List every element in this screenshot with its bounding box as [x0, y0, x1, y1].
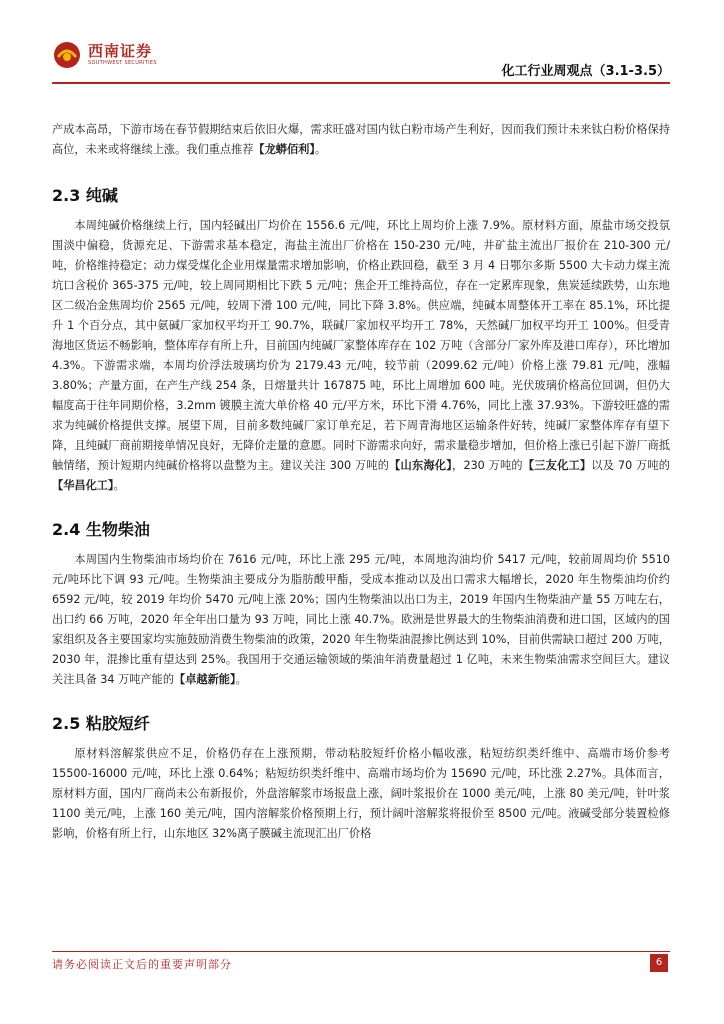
logo-chinese-name: 西南证券	[88, 42, 153, 60]
biodiesel-end: 。	[235, 673, 247, 686]
biodiesel-paragraph	[52, 550, 670, 690]
report-title: 化工行业周观点（3.1-3.5）	[501, 64, 670, 79]
footer-disclaimer: 请务必阅读正文后的重要声明部分	[52, 958, 232, 971]
company-highlight: 【龙蟒佰利】	[253, 143, 315, 156]
intro-text: 产成本高昂，下游市场在春节假期结束后依旧火爆，需求旺盛对国内钛白粉市场产生利好，因而我们预计未来钛白粉价格保持高位，未来或将继续上涨。我们重点推荐	[52, 123, 670, 156]
section-title-soda-ash: 2.3 纯碱	[52, 186, 118, 205]
company-highlight: 【山东海化】	[389, 459, 453, 472]
section-title-viscose-fiber: 2.5 粘胶短纤	[52, 714, 150, 733]
company-logo	[52, 40, 157, 70]
viscose-fiber-paragraph	[52, 744, 670, 844]
header-divider	[52, 82, 670, 84]
soda-ash-text: 以及 70 万吨的	[591, 459, 670, 472]
soda-ash-end: 。	[113, 479, 125, 492]
intro-end: 。	[314, 143, 327, 156]
page-number: 6	[650, 954, 668, 972]
company-highlight: 【华昌化工】	[52, 479, 114, 492]
logo-emblem-icon	[52, 40, 82, 70]
company-highlight: 【卓越新能】	[174, 673, 236, 686]
company-highlight: 【三友化工】	[522, 459, 592, 472]
soda-ash-text: 本周纯碱价格继续上行，国内轻碱出厂均价在 1556.6 元/吨，环比上周均价上涨 7.9%。原材料方面，原盐市场交投氛围淡中偏稳，货源充足、下游需求基本稳定，海盐主流出厂价格在 150-230 元/吨，井矿盐主流出厂报价在 210-300 元/吨，价格维持稳定；动力煤受煤化企业用煤量需求增加影响，价格止跌回稳，截至 3 月 4 日鄂尔多斯 5500 大卡动力煤主流坑口含税价 365-375 元/吨，较上周同期相比下跌 5 元/吨；焦企开工维持高位，存在一定累库现象，焦炭延续跌势，山东地区二级冶金焦周均价 2565 元/吨，较周下滑 100 元/吨，同比下降 3.8%。供应端，纯碱本周整体开工率在 85.1%，环比提升 1 个百分点，其中氨碱厂家加权平均开工 90.7%，联碱厂家加权平均开工 78%，天然碱厂加权平均开工 100%。但受青海地区货运不畅影响，整体库存有所上升，目前国内纯碱厂家整体库存在 102 万吨（含部分厂家外库及港口库存），环比增加 4.3%。下游需求端，本周均价浮法玻璃均价为 2179.43 元/吨，较节前（2099.62 元/吨）价格上涨 79.81 元/吨，涨幅 3.80%；产量方面，在产生产线 254 条，日熔量共计 167875 吨，环比上周增加 600 吨。光伏玻璃价格高位回调，但仍大幅度高于往年同期价格，3.2mm 镀膜主流大单价格 40 元/平方米，环比下滑 4.76%，同比上涨 37.93%。下游较旺盛的需求为纯碱价格提供支撑。展望下周，目前多数纯碱厂家订单充足，若下周青海地区运输条件好转，纯碱厂家整体库存有望下降，且纯碱厂商前期接单情况良好，无降价走量的意愿。同时下游需求向好，需求量稳步增加，但价格上涨已引起下游厂商抵触情绪，预计短期内纯碱价格将以盘整为主。建议关注 300 万吨的	[52, 219, 670, 472]
soda-ash-text: ，230 万吨的	[452, 459, 523, 472]
footer-divider	[52, 951, 670, 952]
intro-paragraph	[52, 120, 670, 160]
logo-english-name: SOUTHWEST SECURITIES	[88, 60, 157, 66]
viscose-fiber-text: 原材料溶解浆供应不足，价格仍存在上涨预期，带动粘胶短纤价格小幅收涨，粘短纺织类纤维中、高端市场价参考 15500-16000 元/吨，环比上涨 0.64%；粘短纺织类纤维中、高端市场均价为 15690 元/吨，环比涨 2.27%。具体而言，原材料方面，国内厂商尚未公布新报价，外盘溶解浆市场报盘上涨，阔叶浆报价在 1000 美元/吨，上涨 80 美元/吨，针叶浆 1100 美元/吨，上涨 160 美元/吨，国内溶解浆价格预期上行，预计阔叶溶解浆将报价至 8500 元/吨。液碱受部分装置检修影响，价格有所上行，山东地区 32%离子膜碱主流现汇出厂价格	[52, 747, 670, 840]
biodiesel-text: 本周国内生物柴油市场均价在 7616 元/吨，环比上涨 295 元/吨，本周地沟油均价 5417 元/吨，较前周周均价 5510 元/吨环比下调 93 元/吨。生物柴油主要成分为脂肪酸甲酯，受成本推动以及出口需求大幅增长，2020 年生物柴油均价约 6592 元/吨，较 2019 年均价 5470 元/吨上涨 20%；国内生物柴油以出口为主，2019 年国内生物柴油产量 55 万吨左右，出口约 66 万吨，2020 年全年出口量为 93 万吨，同比上涨 40.7%。欧洲是世界最大的生物柴油消费和进口国，区域内的国家组织及各主要国家均实施鼓励消费生物柴油的政策，2020 年生物柴油混掺比例达到 10%，目前供需缺口超过 200 万吨，2030 年，混掺比重有望达到 25%。我国用于交通运输领域的柴油年消费量超过 1 亿吨，未来生物柴油需求空间巨大。建议关注具备 34 万吨产能的	[52, 553, 670, 686]
soda-ash-paragraph	[52, 216, 670, 496]
section-title-biodiesel: 2.4 生物柴油	[52, 520, 150, 539]
document-body	[52, 120, 670, 844]
